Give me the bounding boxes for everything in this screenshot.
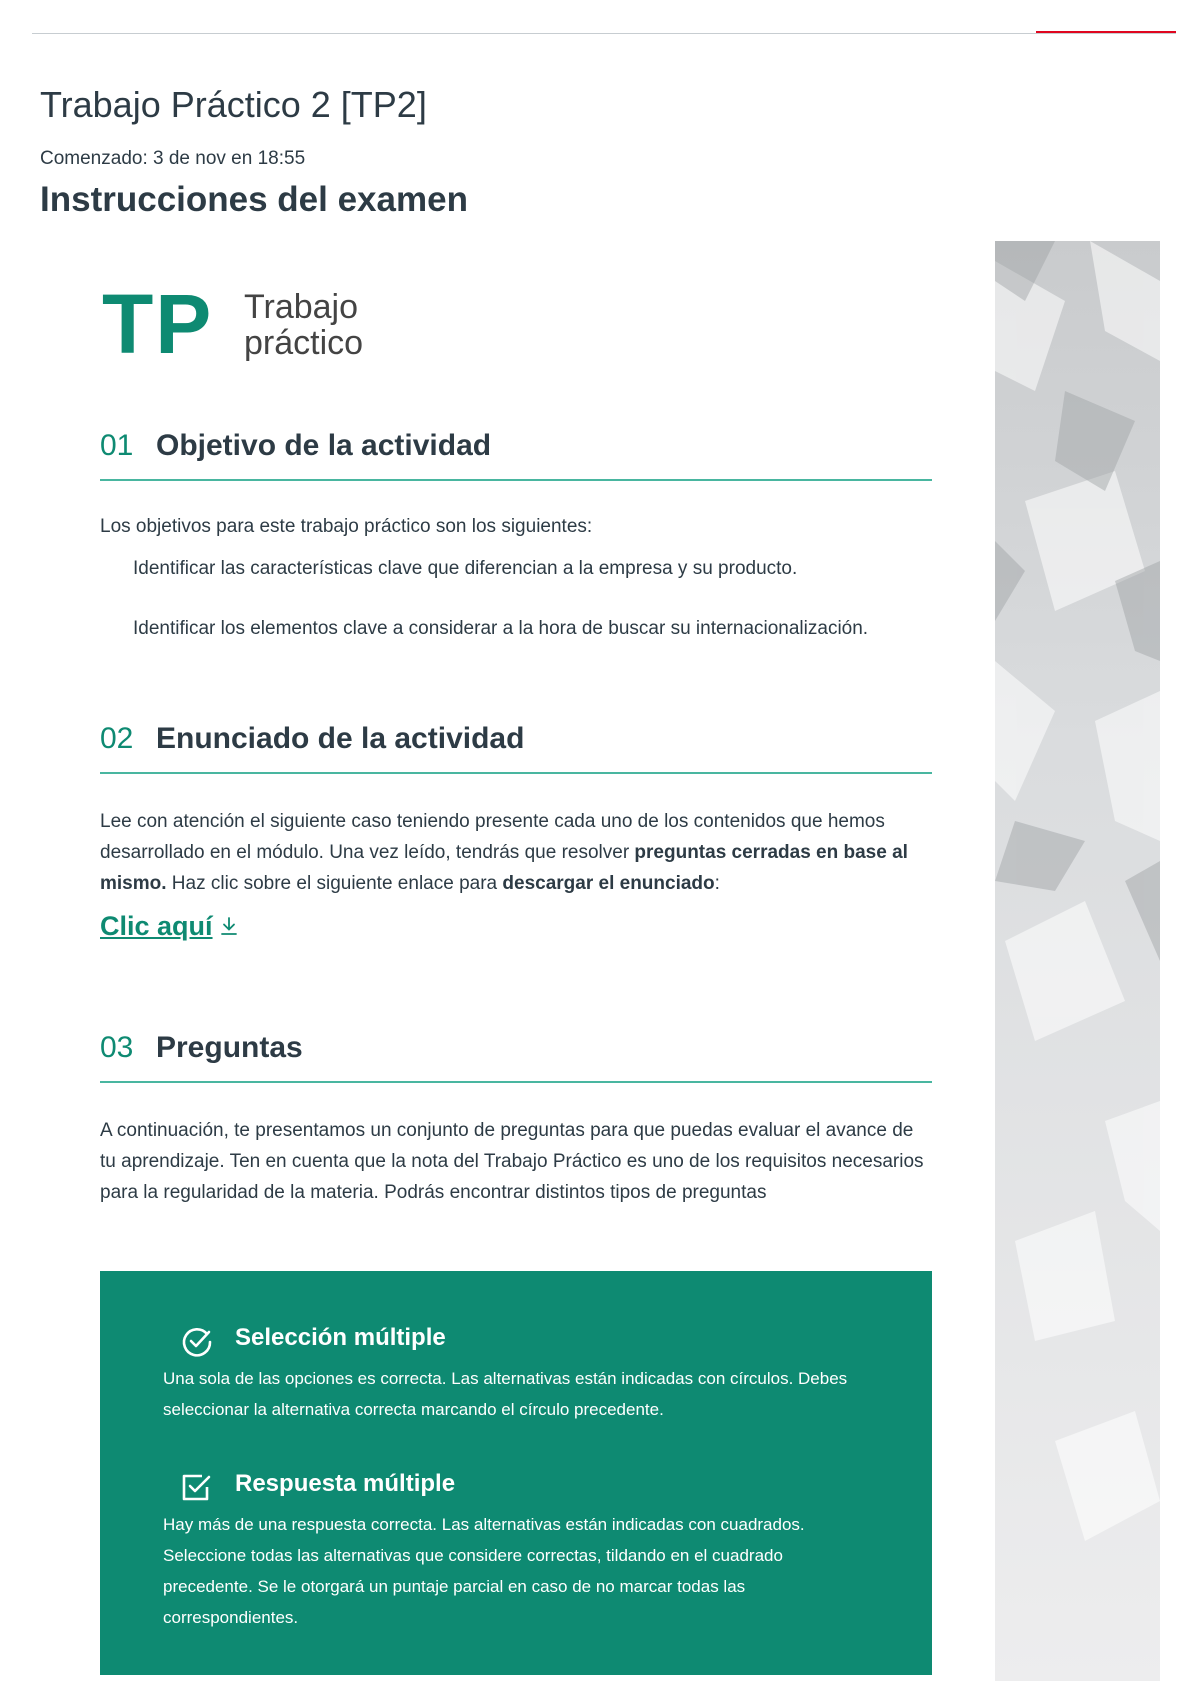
tp-logo-mark: TP: [102, 277, 214, 371]
decorative-side-image: [995, 241, 1160, 1681]
question-type-header: [163, 1321, 863, 1359]
quiz-title: Trabajo Práctico 2 [TP2]: [40, 84, 427, 125]
download-link-label: Clic aquí: [100, 911, 213, 941]
section-title: Objetivo de la actividad: [156, 429, 492, 462]
statement-bold-part: descargar el enunciado: [502, 873, 715, 894]
question-type-header: [163, 1467, 863, 1505]
section-questions: [100, 1021, 932, 1208]
statement-text-part: :: [714, 873, 720, 894]
square-check-icon: [180, 1471, 214, 1510]
section-statement: [100, 712, 932, 944]
question-type-title: Respuesta múltiple: [235, 1470, 456, 1497]
download-icon: [219, 913, 239, 944]
section-objective: [100, 419, 932, 640]
started-timestamp: Comenzado: 3 de nov en 18:55: [40, 148, 306, 169]
tp-logo-line1: Trabajo: [244, 288, 359, 326]
objective-item: Identificar los elementos clave a considerar a la hora de buscar su internacionalización.: [133, 618, 869, 639]
question-type-description: Una sola de las opciones es correcta. Las alternativas están indicadas con círculos. Debes seleccionar la alternativa correcta marcando el círculo precedente.: [163, 1369, 848, 1419]
instructions-heading: Instrucciones del examen: [40, 180, 468, 219]
question-type-multiple-choice: [163, 1321, 863, 1425]
section-number: 03: [100, 1031, 134, 1064]
section-title: Preguntas: [156, 1031, 303, 1064]
header-accent-bar: [1036, 31, 1176, 33]
section-number: 02: [100, 722, 134, 755]
question-types-panel: [100, 1271, 932, 1675]
section-header: [100, 419, 932, 481]
download-link-row: [100, 911, 932, 944]
statement-text: [100, 806, 932, 899]
question-type-multiple-answer: [163, 1467, 863, 1633]
objective-item: Identificar las características clave que diferencian a la empresa y su producto.: [133, 558, 798, 579]
download-statement-link[interactable]: [100, 911, 239, 944]
section-title: Enunciado de la actividad: [156, 722, 525, 755]
section-header: [100, 1021, 932, 1083]
statement-text-part: Haz clic sobre el siguiente enlace para: [166, 873, 503, 894]
statement-bold-part: preguntas cerradas en base al mismo.: [100, 842, 908, 894]
questions-intro: A continuación, te presentamos un conjunto de preguntas para que puedas evaluar el avance de tu aprendizaje. Ten en cuenta que la nota del Trabajo Práctico es uno de los requisitos necesarios para la regularidad de la materia. Podrás encontrar distintos tipos de preguntas: [100, 1120, 924, 1203]
question-type-description: Hay más de una respuesta correcta. Las alternativas están indicadas con cuadrados. Seleccione todas las alternativas que considere correctas, tildando en el cuadrado precedente. Se le otorgará un puntaje parcial en caso de no marcar todas las correspondientes.: [163, 1515, 805, 1627]
question-type-title: Selección múltiple: [235, 1324, 446, 1351]
objective-intro: Los objetivos para este trabajo práctico son los siguientes:: [100, 516, 593, 537]
statement-text-part: Lee con atención el siguiente caso teniendo presente cada uno de los contenidos que hemos desarrollado en el módulo. Una vez leído, tendrás que resolver: [100, 811, 885, 863]
tp-logo-line2: práctico: [244, 324, 364, 362]
tp-logo-text: [244, 289, 363, 361]
section-number: 01: [100, 429, 134, 462]
circle-check-icon: [180, 1325, 214, 1364]
section-header: [100, 712, 932, 774]
header-divider: [32, 33, 1176, 34]
